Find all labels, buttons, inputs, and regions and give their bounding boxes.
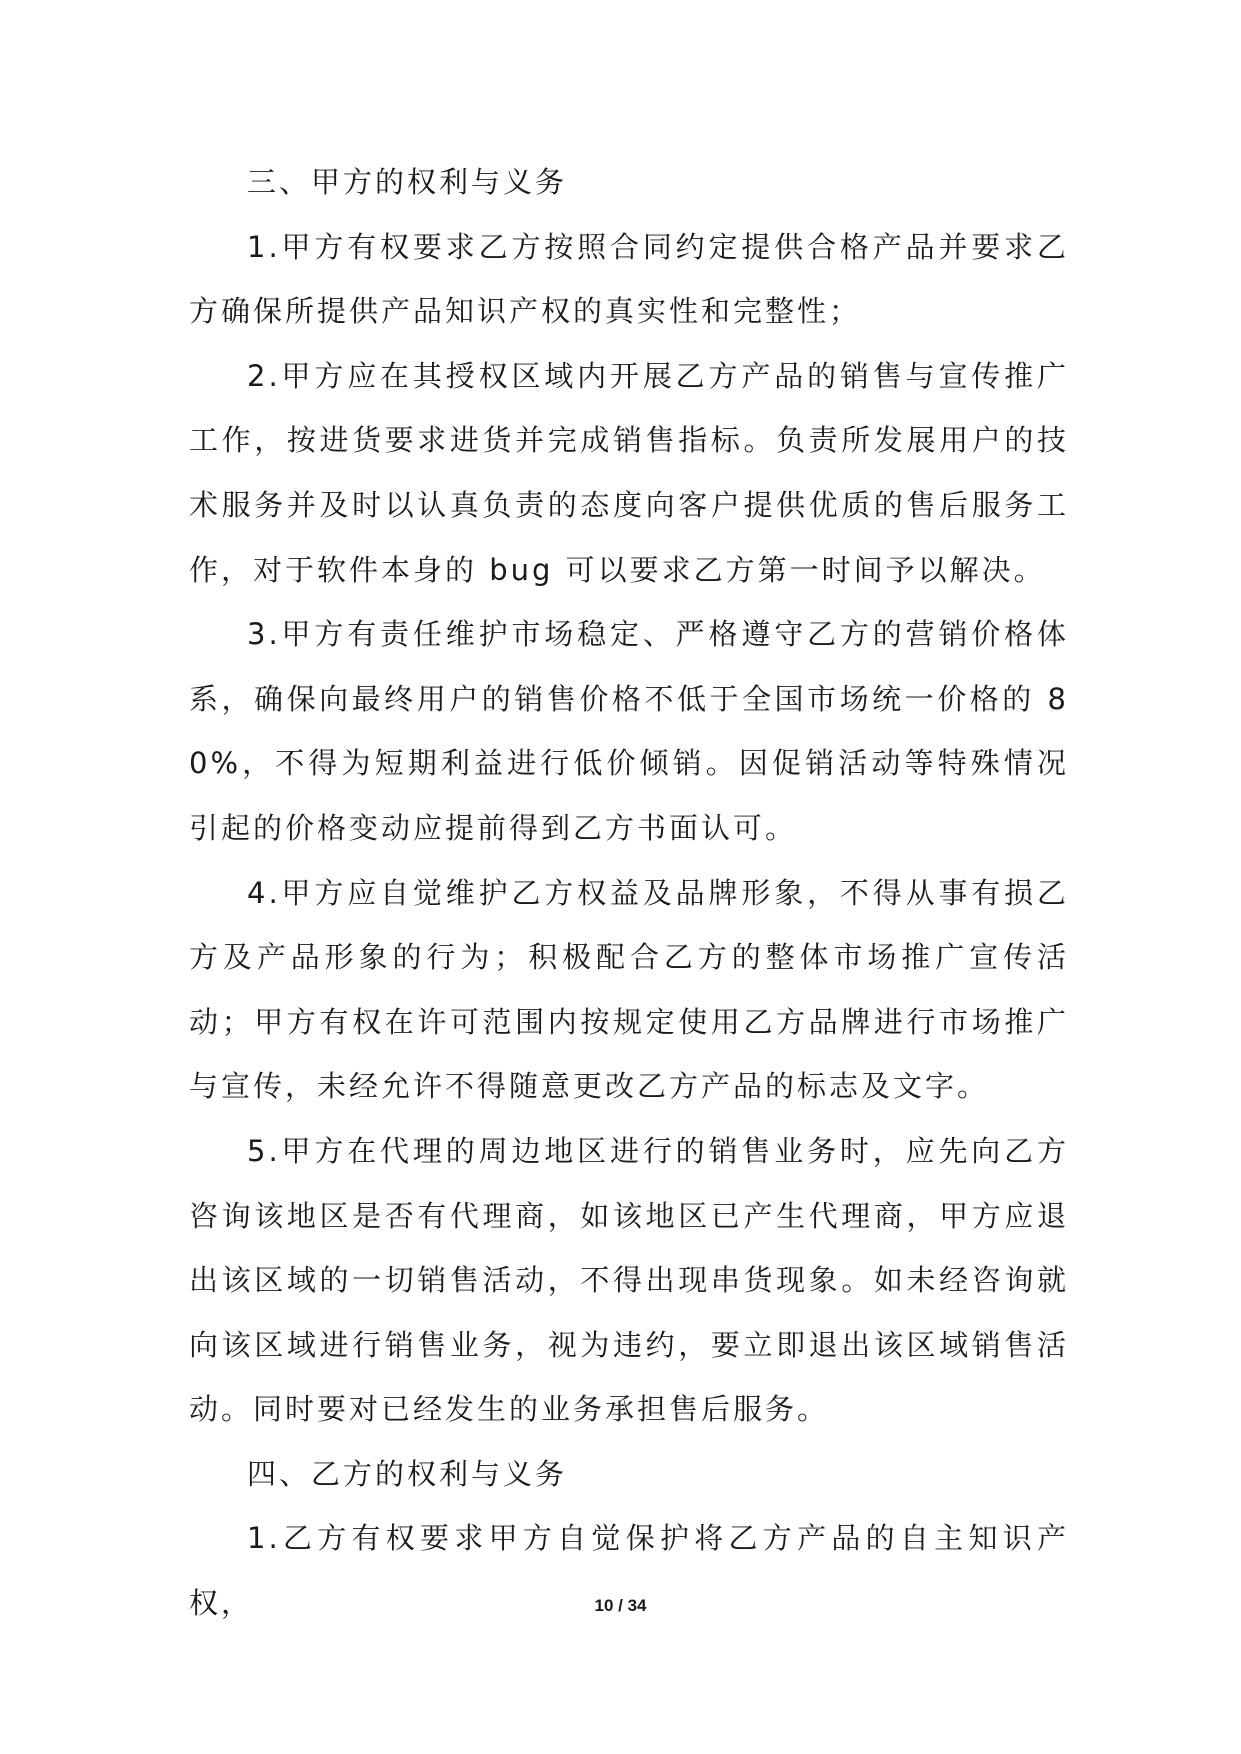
section-heading-party-a: 三、甲方的权利与义务 (247, 165, 568, 199)
clause-b-1: 1.乙方有权要求甲方自觉保护将乙方产品的自主知识产权， (189, 1521, 1069, 1621)
section-heading-party-b: 四、乙方的权利与义务 (247, 1456, 568, 1491)
clause-a-2: 2.甲方应在其授权区域内开展乙方产品的销售与宣传推广工作，按进货要求进货并完成销售指标。负责所发展用户的技术服务并及时以认真负责的态度向客户提供优质的售后服务工作，对于软件本身的 bug 可以要求乙方第一时间予以解决。 (189, 358, 1069, 587)
clause-a-5: 5.甲方在代理的周边地区进行的销售业务时，应先向乙方咨询该地区是否有代理商，如该地区已产生代理商，甲方应退出该区域的一切销售活动，不得出现串货现象。如未经咨询就向该区域进行销售业务，视为违约，要立即退出该区域销售活动。同时要对已经发生的业务承担售后服务。 (189, 1133, 1069, 1427)
page-number: 10 / 34 (594, 1596, 647, 1615)
clause-a-1: 1.甲方有权要求乙方按照合同约定提供合格产品并要求乙方确保所提供产品知识产权的真实性和完整性； (189, 229, 1069, 329)
clause-a-3: 3.甲方有责任维护市场稳定、严格遵守乙方的营销价格体系，确保向最终用户的销售价格不低于全国市场统一价格的 80%，不得为短期利益进行低价倾销。因促销活动等特殊情况引起的价格变动应提前得到乙方书面认可。 (189, 617, 1069, 845)
clause-a-4: 4.甲方应自觉维护乙方权益及品牌形象，不得从事有损乙方及产品形象的行为；积极配合乙方的整体市场推广宣传活动；甲方有权在许可范围内按规定使用乙方品牌进行市场推广与宣传，未经允许不得随意更改乙方产品的标志及文字。 (189, 875, 1069, 1104)
document-body (189, 150, 1069, 1636)
